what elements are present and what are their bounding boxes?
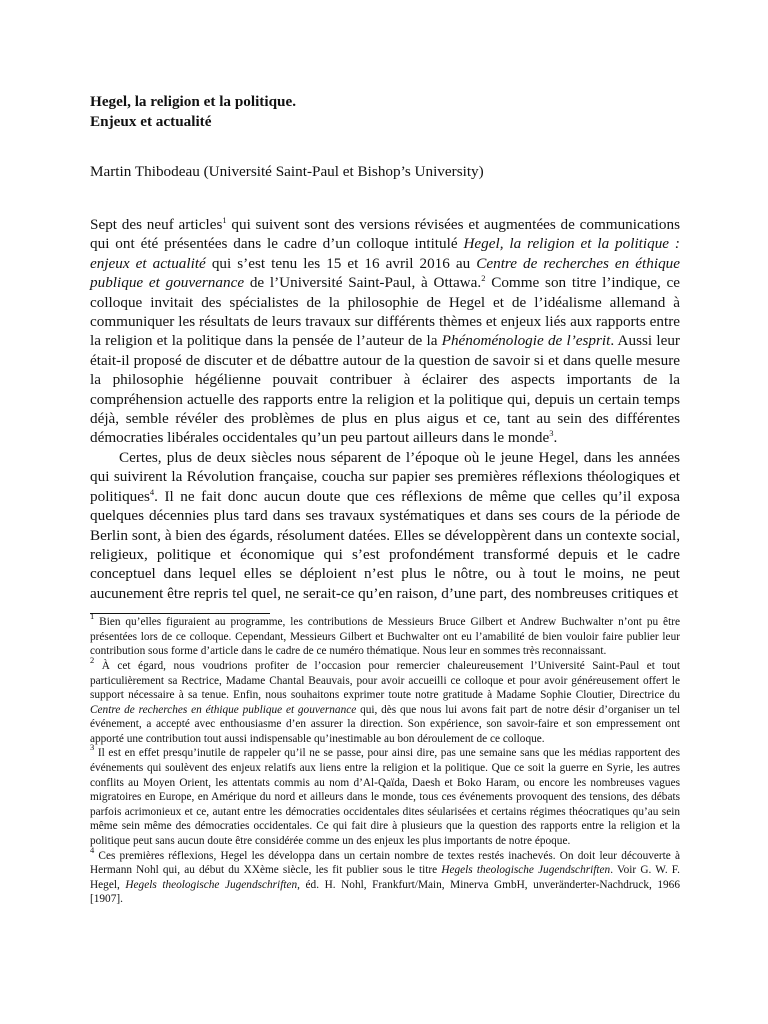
footnote-text: , éd. H. Nohl, Frankfurt/Main, Minerva GmbH, unveränderter-Nachdruck, 1966 [1907].	[90, 878, 680, 906]
footnote-italic: Centre de recherches en éthique publique et gouvernance	[90, 703, 357, 716]
footnote-text: Ces premières réflexions, Hegel les développa dans un certain nombre de textes restés inachevés. On doit leur découverte à Hermann Nohl qui, au début du XXème siècle, les fit publier sous le titre	[90, 849, 680, 877]
paragraph-2	[90, 448, 680, 603]
footnote-number: 3	[90, 742, 95, 753]
book-title: Phénoménologie de l’esprit	[441, 332, 611, 350]
document-page	[90, 92, 680, 907]
paragraph-text: . Aussi leur était-il proposé de discuter et de débattre autour de la question de savoir si et dans quelle mesure la philosophie hégélienne pouvait contribuer à éclairer des aspects importants de la compréhension actuelle des rapports entre la religion et la politique qui, depuis un certain temps déjà, semble révéler des problèmes de plus en plus aigus et ce, tant au sein des différentes démocraties libérales occidentales qu’un peu partout ailleurs dans le monde	[90, 332, 680, 447]
document-title: Hegel, la religion et la politique.	[90, 93, 297, 110]
paragraph-text: qui s’est tenu les 15 et 16 avril 2016 au	[205, 254, 477, 272]
footnotes	[90, 611, 681, 907]
author-line: Martin Thibodeau (Université Saint-Paul et Bishop’s University)	[90, 163, 484, 180]
footnote-text: . Voir G. W. F. Hegel,	[90, 864, 680, 891]
footnote-1	[90, 611, 680, 659]
footnote-ref-4: 4	[149, 486, 155, 497]
footnote-2	[90, 654, 681, 747]
footnote-3	[90, 742, 680, 848]
footnote-ref-3: 3	[549, 428, 554, 439]
footnote-ref-2: 2	[481, 273, 486, 284]
paragraph-text: . Il ne fait donc aucun doute que ces réflexions de même que celles qu’il exposa quelques décennies plus tard dans ses travaux systématiques et dans ses cours de la période de Berlin sont, à bien des égards, résolument datées. Elles se développèrent dans un contexte social, religieux, politique et économique qui s’est profondément transformé depuis et le cadre conceptuel dans lequel elles se déploient n’est plus le nôtre, ou à tout le moins, ne peut aucunement être repris tel quel, ne serait-ce qu’en raison, d’une part, des nombreuses critiques et	[90, 487, 680, 602]
footnote-text: À cet égard, nous voudrions profiter de l’occasion pour remercier chaleureusement l’Université Saint-Paul et tout particulièrement sa Rectrice, Madame Chantal Beauvais, pour avoir accueilli ce colloque et pour avoir généreusement offert le support nécessaire à sa tenue. Enfin, nous souhaitons exprimer toute notre gratitude à Madame Sophie Cloutier, Directrice du	[90, 659, 680, 702]
footnote-number: 4	[90, 844, 95, 855]
body-text	[90, 215, 680, 603]
paragraph-text: Comme son titre l’indique, ce colloque invitait des spécialistes de la philosophie de Hegel et de l’idéalisme allemand à communiquer les résultats de leurs travaux sur différents thèmes et enjeux liés aux rapports entre la religion et la politique dans la pensée de l’auteur de la	[90, 274, 680, 350]
footnote-number: 2	[90, 654, 95, 665]
footnote-italic: Hegels theologische Jugendschriften	[441, 864, 611, 877]
footnote-text: Il est en effet presqu’inutile de rappeler qu’il ne se passe, pour ainsi dire, pas une semaine sans que les médias rapportent des événements qui soulèvent des enjeux relatifs aux liens entre la religion et la politique. Que ce soit la guerre en Syrie, les autres conflits au Moyen Orient, les attentats commis au nom d’Al-Qaïda, Daesh et Boko Haram, ou encore les nombreuses vagues migratoires en Europe, en Amérique du nord et ailleurs dans le monde, tous ces événements provoquent des tensions, des débats parfois acrimonieux et ce, autant entre les démocraties occidentales dites séularisées et certains régimes théocratiques qu’au sein même sein même des démocraties occidentales. Ce qui fait dire à plusieurs que la question des rapports entre la religion et la politique peut sans aucun doute être considérée comme un des enjeux les plus importants de notre époque.	[90, 747, 680, 848]
paragraph-text: Sept des neuf articles	[90, 216, 223, 233]
paragraph-text: .	[553, 429, 558, 447]
footnote-text: Bien qu’elles figuraient au programme, les contributions de Messieurs Bruce Gilbert et Andrew Buchwalter n’ont pu être présentées lors de ce colloque. Cependant, Messieurs Gilbert et Buchwalter ont eu l’amabilité de bien vouloir faire publier leur contribution sous forme d’article dans le cadre de ce numéro thématique. Nous leur en sommes très reconnaissant.	[90, 616, 680, 658]
footnote-number: 1	[90, 611, 95, 622]
paragraph-text: qui suivent sont des versions révisées et augmentées de communications qui ont été présentées dans le cadre d’un colloque intitulé	[90, 216, 680, 253]
footnote-separator	[90, 613, 270, 614]
footnote-text: qui, dès que nous lui avons fait part de notre désir d’organiser un tel événement, a accepté avec enthousiasme d’en assurer la direction. Son expérience, son savoir-faire et son empressement ont apporté une contribution tout aussi indispensable qu’inestimable au bon déroulement de ce colloque.	[90, 703, 681, 745]
document-subtitle: Enjeux et actualité	[90, 113, 212, 130]
colloquium-title: Hegel, la religion et la politique : enjeux et actualité	[90, 235, 680, 272]
footnote-italic: Hegels theologische Jugendschriften	[125, 878, 298, 891]
paragraph-1	[90, 215, 680, 448]
research-centre-name: Centre de recherches en éthique publique et gouvernance	[90, 254, 680, 292]
paragraph-text: Certes, plus de deux siècles nous séparent de l’époque où le jeune Hegel, dans les années qui suivirent la Révolution française, coucha sur papier ses premières réflexions théologiques et politiques	[90, 448, 680, 505]
footnote-ref-1: 1	[222, 215, 227, 225]
footnote-4	[90, 844, 680, 907]
paragraph-text: de l’Université Saint-Paul, à Ottawa.	[244, 274, 482, 292]
